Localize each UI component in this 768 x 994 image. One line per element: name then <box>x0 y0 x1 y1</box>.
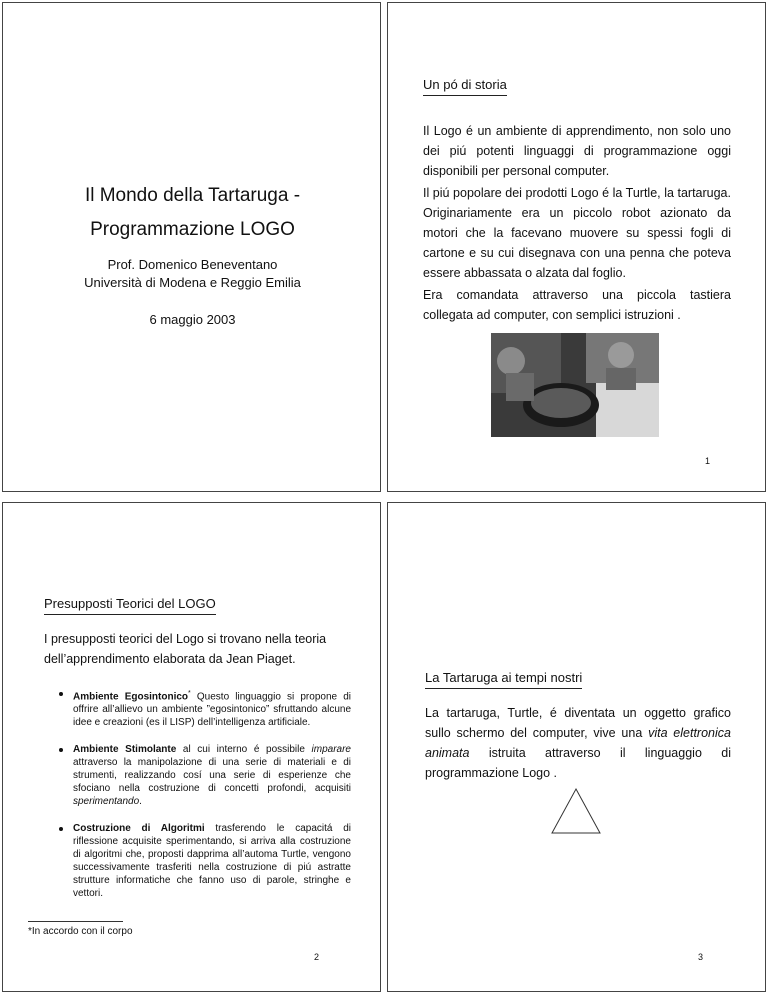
footnote: *In accordo con il corpo <box>28 926 133 937</box>
theory-intro: I presupposti teorici del Logo si trovano nella teoria dell’apprendimento elaborata da Jean Piaget. <box>44 632 327 666</box>
footnote-rule <box>28 921 123 922</box>
item-text-end: . <box>139 796 142 808</box>
turtle-triangle-icon <box>550 787 602 835</box>
list-item <box>59 822 351 900</box>
today-emphasis: vita elettronica animata <box>425 726 731 760</box>
item-text: trasferendo le capacitá di riflessione acquisite sperimentando, si arriva alla costruzione di algoritmi che, proposti dapprima all’automa Turtle, vengono successivamente trasferiti nella costruzione di piú astratte strutture informatiche che fanno uso di parole, stringhe e vettori. <box>73 823 351 900</box>
today-heading: La Tartaruga ai tempi nostri <box>425 670 582 689</box>
item-emphasis-2: sperimentando <box>73 796 140 808</box>
list-item <box>59 743 351 808</box>
theory-list <box>59 687 351 914</box>
bullet-icon <box>59 692 63 696</box>
today-text: La tartaruga, Turtle, é diventata un oggetto grafico sullo schermo del computer, vive una <box>425 706 731 740</box>
page-number: 2 <box>314 952 320 962</box>
item-text-continued: attraverso la manipolazione di una serie di materiali e di strumenti, realizzando cosí una serie di esperienze che sfociano nella costruzione di concetti profondi, acquisiti <box>73 757 351 795</box>
author: Prof. Domenico Beneventano <box>107 257 278 272</box>
title-line-1: Il Mondo della Tartaruga - <box>84 185 301 206</box>
bullet-icon <box>59 827 63 831</box>
history-paragraph-2: Il piú popolare dei prodotti Logo é la Turtle, la tartaruga. Originariamente era un piccolo robot azionato da motori che la facevano muovere su spessi fogli di cartone e su cui disegnava con una penna che poteva essere abbassata o alzata dal foglio. <box>423 186 731 280</box>
slide-today <box>387 502 766 992</box>
affiliation: Università di Modena e Reggio Emilia <box>84 275 301 290</box>
today-text-end: istruita attraverso il linguaggio di programmazione Logo . <box>425 746 731 780</box>
page-number: 3 <box>698 952 704 962</box>
slide-title <box>2 2 381 492</box>
theory-heading: Presupposti Teorici del LOGO <box>44 596 216 615</box>
slide-theory <box>2 502 381 992</box>
list-item <box>59 687 351 729</box>
today-paragraph <box>425 703 731 783</box>
bullet-icon <box>59 748 63 752</box>
children-playing-with-turtle-robot-photo <box>491 333 659 437</box>
page-number: 1 <box>705 456 711 466</box>
item-term: Ambiente Egosintonico <box>73 691 189 703</box>
history-heading: Un pó di storia <box>423 77 507 96</box>
item-term: Costruzione di Algoritmi <box>73 823 205 835</box>
item-term: Ambiente Stimolante <box>73 744 177 756</box>
history-paragraph-3: Era comandata attraverso una piccola tastiera collegata ad computer, con semplici istruzioni . <box>423 288 731 322</box>
history-paragraph-1: Il Logo é un ambiente di apprendimento, non solo uno dei piú potenti linguaggi di programmazione oggi disponibili per personal computer. <box>423 124 731 178</box>
item-emphasis: imparare <box>311 744 351 756</box>
title-line-2: Programmazione LOGO <box>90 219 295 240</box>
date: 6 maggio 2003 <box>149 312 236 327</box>
slide-history <box>387 2 766 492</box>
item-text: Questo linguaggio si propone di offrire all’allievo un ambiente ”egosintonico” sfruttando alcune idee e creazioni (es il LISP) dell’intelligenza artificiale. <box>73 691 351 729</box>
item-text: al cui interno é possibile <box>176 744 312 756</box>
footnote-mark: * <box>188 690 191 697</box>
